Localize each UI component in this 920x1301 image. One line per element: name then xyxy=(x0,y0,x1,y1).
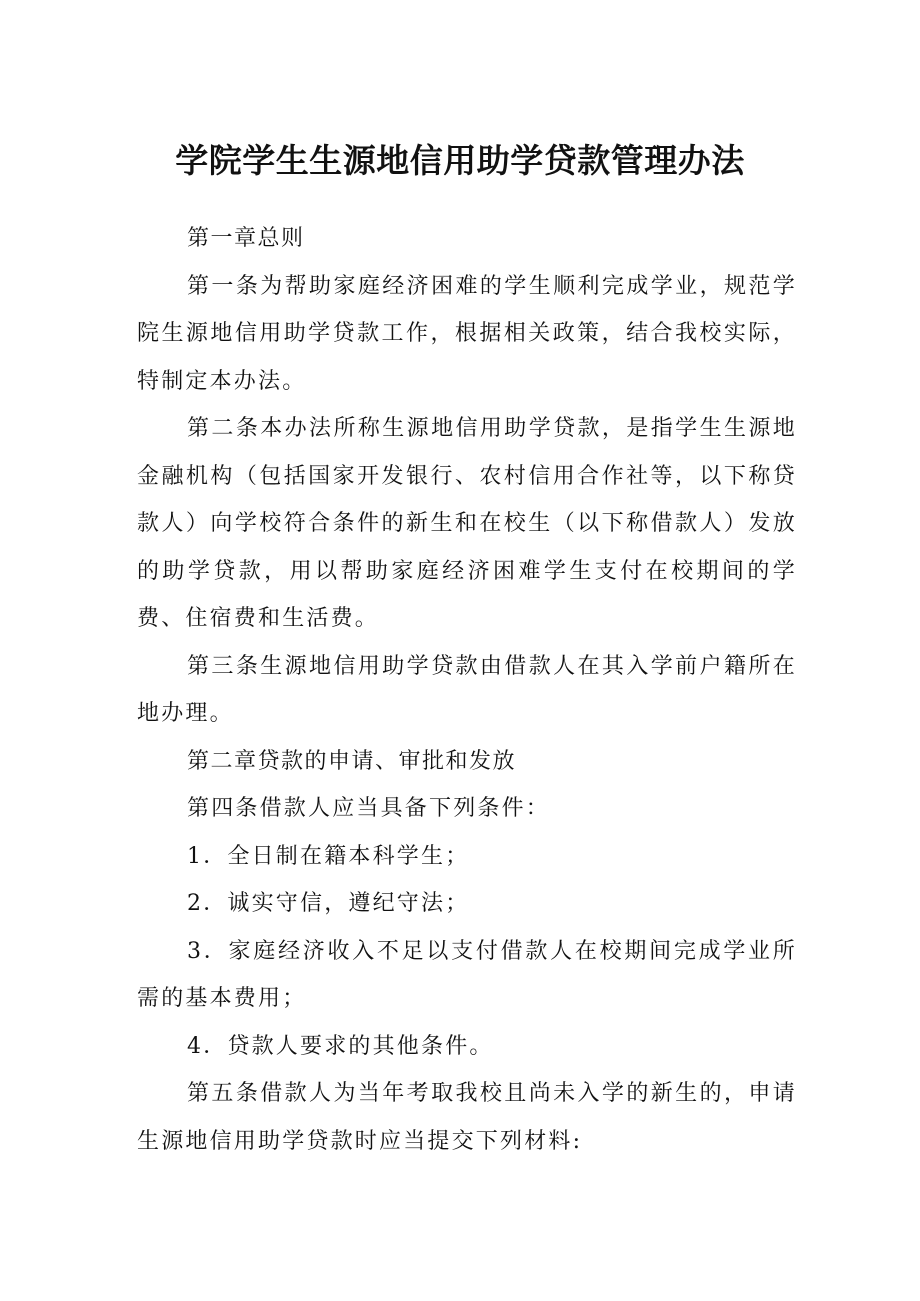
document-body xyxy=(137,215,797,1165)
article-paragraph: 第二条本办法所称生源地信用助学贷款，是指学生生源地金融机构（包括国家开发银行、农村信用合作社等，以下称贷款人）向学校符合条件的新生和在校生（以下称借款人）发放的助学贷款，用以帮助家庭经济困难学生支付在校期间的学费、住宿费和生活费。 xyxy=(137,416,797,631)
article-paragraph: 第五条借款人为当年考取我校且尚未入学的新生的，申请生源地信用助学贷款时应当提交下列材料: xyxy=(137,1081,797,1154)
chapter-heading: 第二章贷款的申请、审批和发放 xyxy=(187,748,517,774)
article-paragraph: 第三条生源地信用助学贷款由借款人在其入学前户籍所在地办理。 xyxy=(137,653,797,726)
article-paragraph: 第四条借款人应当具备下列条件： xyxy=(187,796,551,821)
list-item: 1．全日制在籍本科学生； xyxy=(187,843,470,869)
list-item: 2．诚实守信，遵纪守法； xyxy=(187,891,470,916)
document-title: 学院学生生源地信用助学贷款管理办法 xyxy=(175,141,745,180)
list-item: 3．家庭经济收入不足以支付借款人在校期间完成学业所需的基本费用； xyxy=(137,938,797,1011)
list-item: 4．贷款人要求的其他条件。 xyxy=(187,1033,494,1059)
article-paragraph: 第一条为帮助家庭经济困难的学生顺利完成学业，规范学院生源地信用助学贷款工作，根据相关政策，结合我校实际，特制定本办法。 xyxy=(137,273,797,394)
chapter-heading: 第一章总则 xyxy=(187,226,305,251)
